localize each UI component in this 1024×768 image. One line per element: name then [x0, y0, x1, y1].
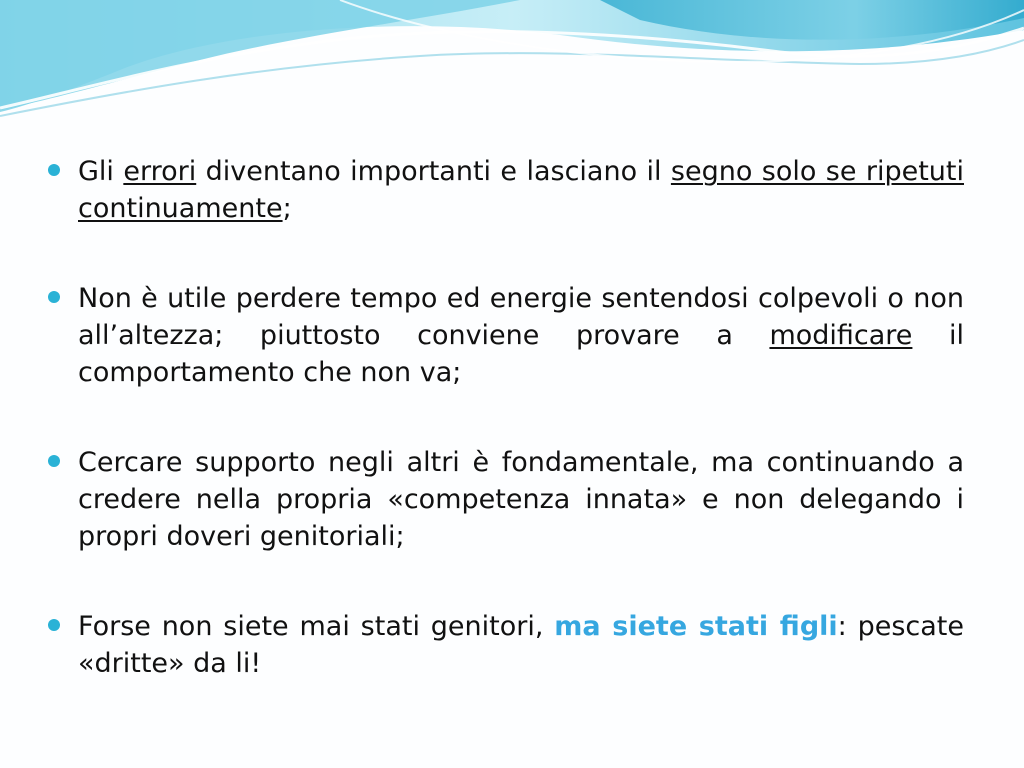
bullet-dot	[48, 619, 60, 631]
text-segment: Gli	[78, 156, 124, 187]
bullet-dot	[48, 164, 60, 176]
bullet-dot	[48, 455, 60, 467]
text-segment: Non è utile perdere tempo ed energie sentendosi colpevoli o non all’altezza; piuttosto conviene provare a	[78, 283, 964, 351]
header-wave-decoration	[0, 0, 1024, 130]
underlined-text: segno solo se ripetuti continuamente	[78, 156, 964, 224]
text-segment: ;	[282, 193, 292, 224]
highlighted-text: ma siete stati figli	[554, 611, 838, 642]
bullet-item	[48, 153, 964, 227]
underlined-text: modificare	[769, 320, 913, 351]
bullet-list	[48, 153, 964, 682]
bullet-item	[48, 608, 964, 682]
underlined-text: errori	[123, 156, 197, 187]
text-segment: Forse non siete mai stati genitori,	[78, 611, 555, 642]
bullet-item	[48, 280, 964, 391]
text-segment: diventano importanti e lasciano il	[196, 156, 671, 187]
text-segment: : pescate «dritte» da li!	[78, 611, 964, 679]
bullet-item	[48, 444, 964, 555]
bullet-dot	[48, 291, 60, 303]
text-segment: Cercare supporto negli altri è fondamentale, ma continuando a credere nella propria «competenza innata» e non delegando i propri doveri genitoriali;	[78, 447, 964, 552]
text-segment: il comportamento che non va;	[78, 320, 964, 388]
